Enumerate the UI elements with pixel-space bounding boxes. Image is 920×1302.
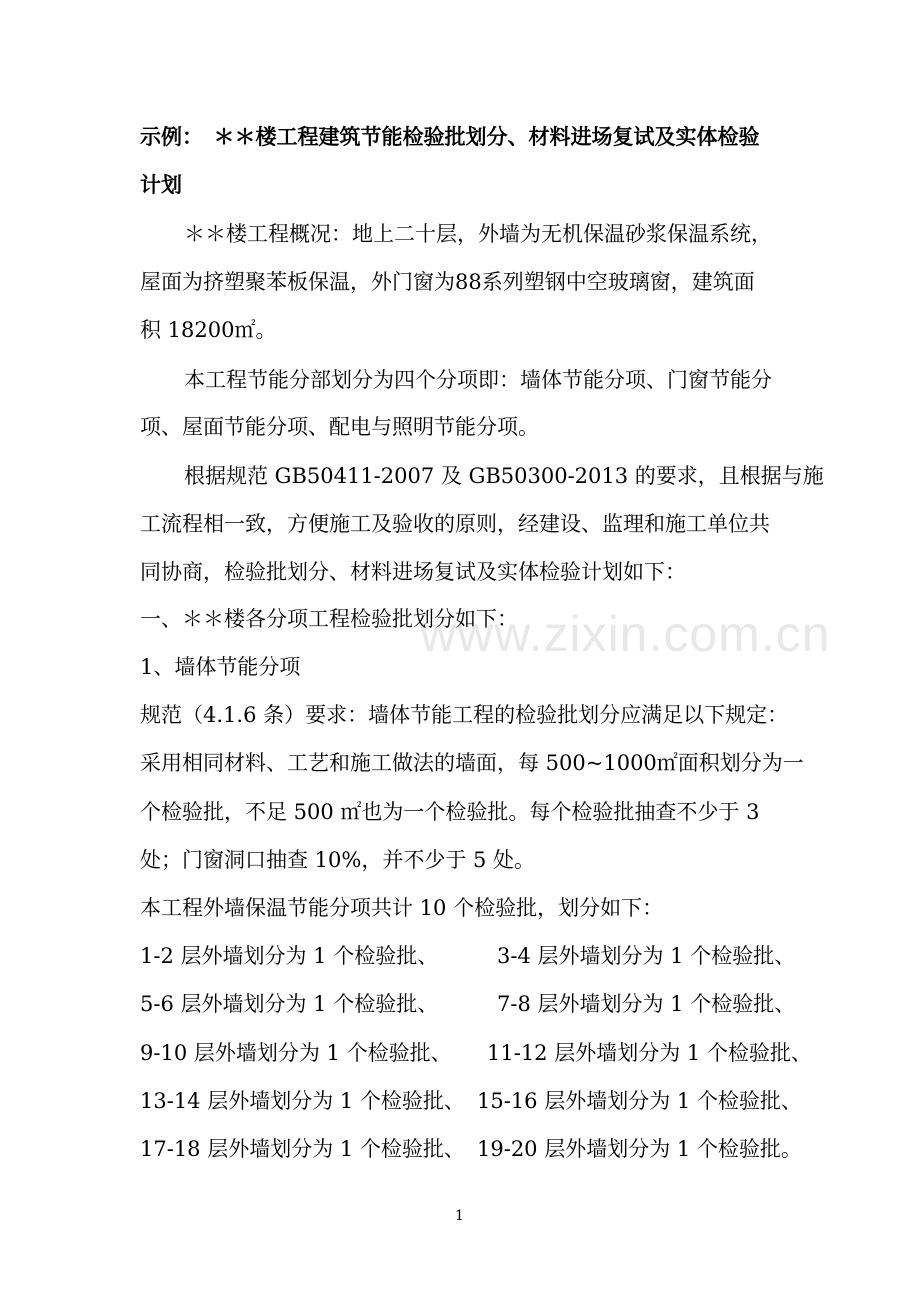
batch-item: 9-10 层外墙划分为 1 个检验批、 — [140, 1041, 452, 1065]
basis-line-3: 同协商，检验批划分、材料进场复试及实体检验计划如下： — [140, 560, 686, 584]
batch-summary: 本工程外墙保温节能分项共计 10 个检验批，划分如下： — [140, 896, 664, 920]
batch-row — [140, 1134, 465, 1164]
batch-item: 19-20 层外墙划分为 1 个检验批。 — [477, 1137, 802, 1161]
batch-item: 3-4 层外墙划分为 1 个检验批、 — [497, 944, 796, 968]
batch-row — [140, 1038, 452, 1068]
overview-line-1: ＊＊楼工程概况：地上二十层，外墙为无机保温砂浆保温系统， — [184, 222, 772, 246]
batch-item: 7-8 层外墙划分为 1 个检验批、 — [497, 992, 796, 1016]
batch-item: 11-12 层外墙划分为 1 个检验批、 — [487, 1041, 812, 1065]
overview-line-2: 屋面为挤塑聚苯板保温，外门窗为88系列塑钢中空玻璃窗，建筑面 — [140, 270, 755, 294]
batch-item: 5-6 层外墙划分为 1 个检验批、 — [140, 992, 439, 1016]
batch-item: 15-16 层外墙划分为 1 个检验批、 — [477, 1089, 802, 1113]
basis-line-1: 根据规范 GB50411-2007 及 GB50300-2013 的要求，且根据与施 — [184, 464, 824, 488]
batch-item: 17-18 层外墙划分为 1 个检验批、 — [140, 1137, 465, 1161]
document-title-line-2: 计划 — [140, 173, 182, 197]
spec-line-4: 处；门窗洞口抽查 10%，并不少于 5 处。 — [140, 848, 536, 872]
overview-line-3: 积 18200㎡。 — [140, 318, 277, 342]
spec-line-2: 采用相同材料、工艺和施工做法的墙面，每 500~1000㎡面积划分为一 — [140, 751, 804, 775]
page-number: 1 — [455, 1208, 464, 1224]
batch-row — [140, 1086, 465, 1116]
section-1-heading: 一、＊＊楼各分项工程检验批划分如下： — [140, 607, 518, 631]
basis-line-2: 工流程相一致，方便施工及验收的原则，经建设、监理和施工单位共 — [140, 512, 770, 536]
document-title-line-1: 示例： ＊＊楼工程建筑节能检验批划分、材料进场复试及实体检验 — [140, 125, 760, 149]
batch-item: 13-14 层外墙划分为 1 个检验批、 — [140, 1089, 465, 1113]
section-1-subheading: 1、墙体节能分项 — [140, 655, 301, 679]
batch-row — [140, 989, 438, 1019]
spec-line-1: 规范（4.1.6 条）要求：墙体节能工程的检验批划分应满足以下规定： — [140, 703, 789, 727]
batch-item: 1-2 层外墙划分为 1 个检验批、 — [140, 944, 439, 968]
batch-row — [140, 941, 438, 971]
spec-line-3: 个检验批，不足 500 ㎡也为一个检验批。每个检验批抽查不少于 3 — [140, 800, 760, 824]
watermark: www.zixin.com.cn — [420, 606, 831, 662]
division-line-2: 项、屋面节能分项、配电与照明节能分项。 — [140, 415, 539, 439]
division-line-1: 本工程节能分部划分为四个分项即：墙体节能分项、门窗节能分 — [184, 368, 772, 392]
